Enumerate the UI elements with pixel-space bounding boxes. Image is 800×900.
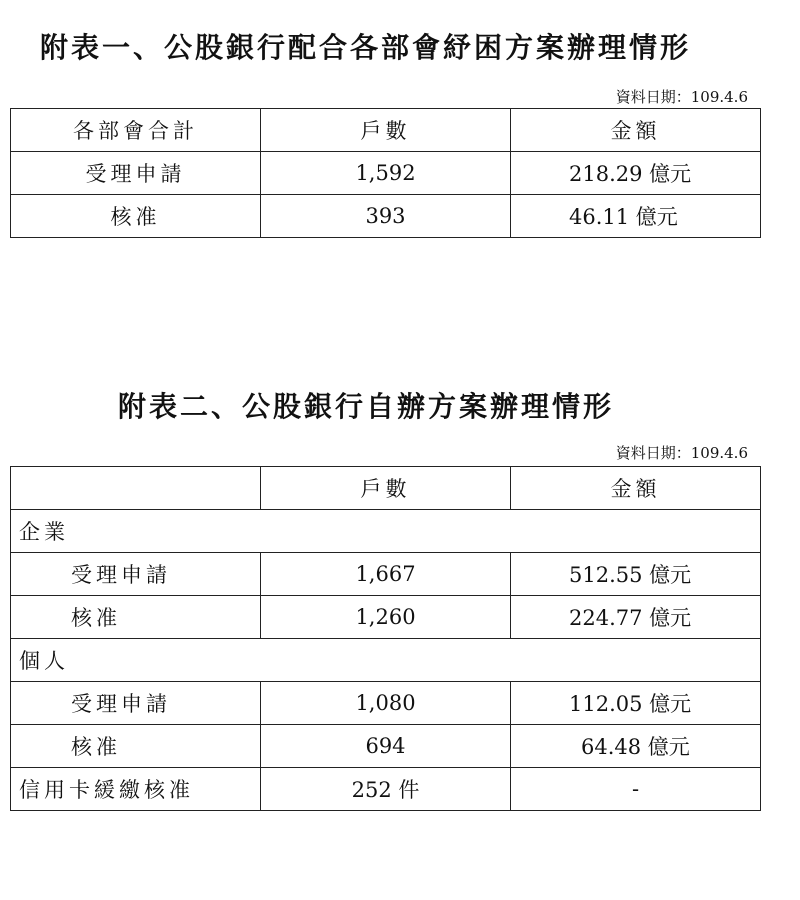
table1-data-date: 資料日期：109.4.6 xyxy=(615,88,748,106)
section-row-individual xyxy=(11,639,761,682)
row-amount: 224.77 億元 xyxy=(511,596,761,639)
table2-header-row xyxy=(11,467,761,510)
table2-header-amount: 金額 xyxy=(511,467,761,510)
row-label: 信用卡緩繳核准 xyxy=(11,768,261,811)
table-row xyxy=(11,682,761,725)
row-amount: 64.48 億元 xyxy=(511,725,761,768)
row-households: 1,260 xyxy=(261,596,511,639)
row-label: 受理申請 xyxy=(11,152,261,195)
row-amount: 112.05 億元 xyxy=(511,682,761,725)
table-row xyxy=(11,195,761,238)
row-label: 核准 xyxy=(11,725,261,768)
row-households: 393 xyxy=(261,195,511,238)
table2-title: 附表二、公股銀行自辦方案辦理情形 xyxy=(118,390,615,423)
row-label: 受理申請 xyxy=(11,553,261,596)
table1-header-households: 戶數 xyxy=(261,109,511,152)
table1-header-amount: 金額 xyxy=(511,109,761,152)
table-row xyxy=(11,553,761,596)
table-row xyxy=(11,152,761,195)
table-row xyxy=(11,725,761,768)
table1 xyxy=(10,108,761,238)
table-row xyxy=(11,596,761,639)
table1-header-row xyxy=(11,109,761,152)
table-row-credit-card xyxy=(11,768,761,811)
row-amount: 218.29 億元 xyxy=(511,152,761,195)
section-row-enterprise xyxy=(11,510,761,553)
table1-header-category: 各部會合計 xyxy=(11,109,261,152)
table2-data-date: 資料日期：109.4.6 xyxy=(615,444,748,462)
row-households: 1,080 xyxy=(261,682,511,725)
table2-header-households: 戶數 xyxy=(261,467,511,510)
row-households: 1,592 xyxy=(261,152,511,195)
table2-header-category xyxy=(11,467,261,510)
table1-title: 附表一、公股銀行配合各部會紓困方案辦理情形 xyxy=(40,31,692,64)
section-label: 個人 xyxy=(11,639,761,682)
row-amount: 46.11 億元 xyxy=(511,195,761,238)
row-label: 核准 xyxy=(11,596,261,639)
table2 xyxy=(10,466,761,811)
row-households: 694 xyxy=(261,725,511,768)
row-label: 受理申請 xyxy=(11,682,261,725)
section-label: 企業 xyxy=(11,510,761,553)
row-amount: - xyxy=(511,768,761,811)
row-households: 252 件 xyxy=(261,768,511,811)
row-households: 1,667 xyxy=(261,553,511,596)
row-amount: 512.55 億元 xyxy=(511,553,761,596)
row-label: 核准 xyxy=(11,195,261,238)
